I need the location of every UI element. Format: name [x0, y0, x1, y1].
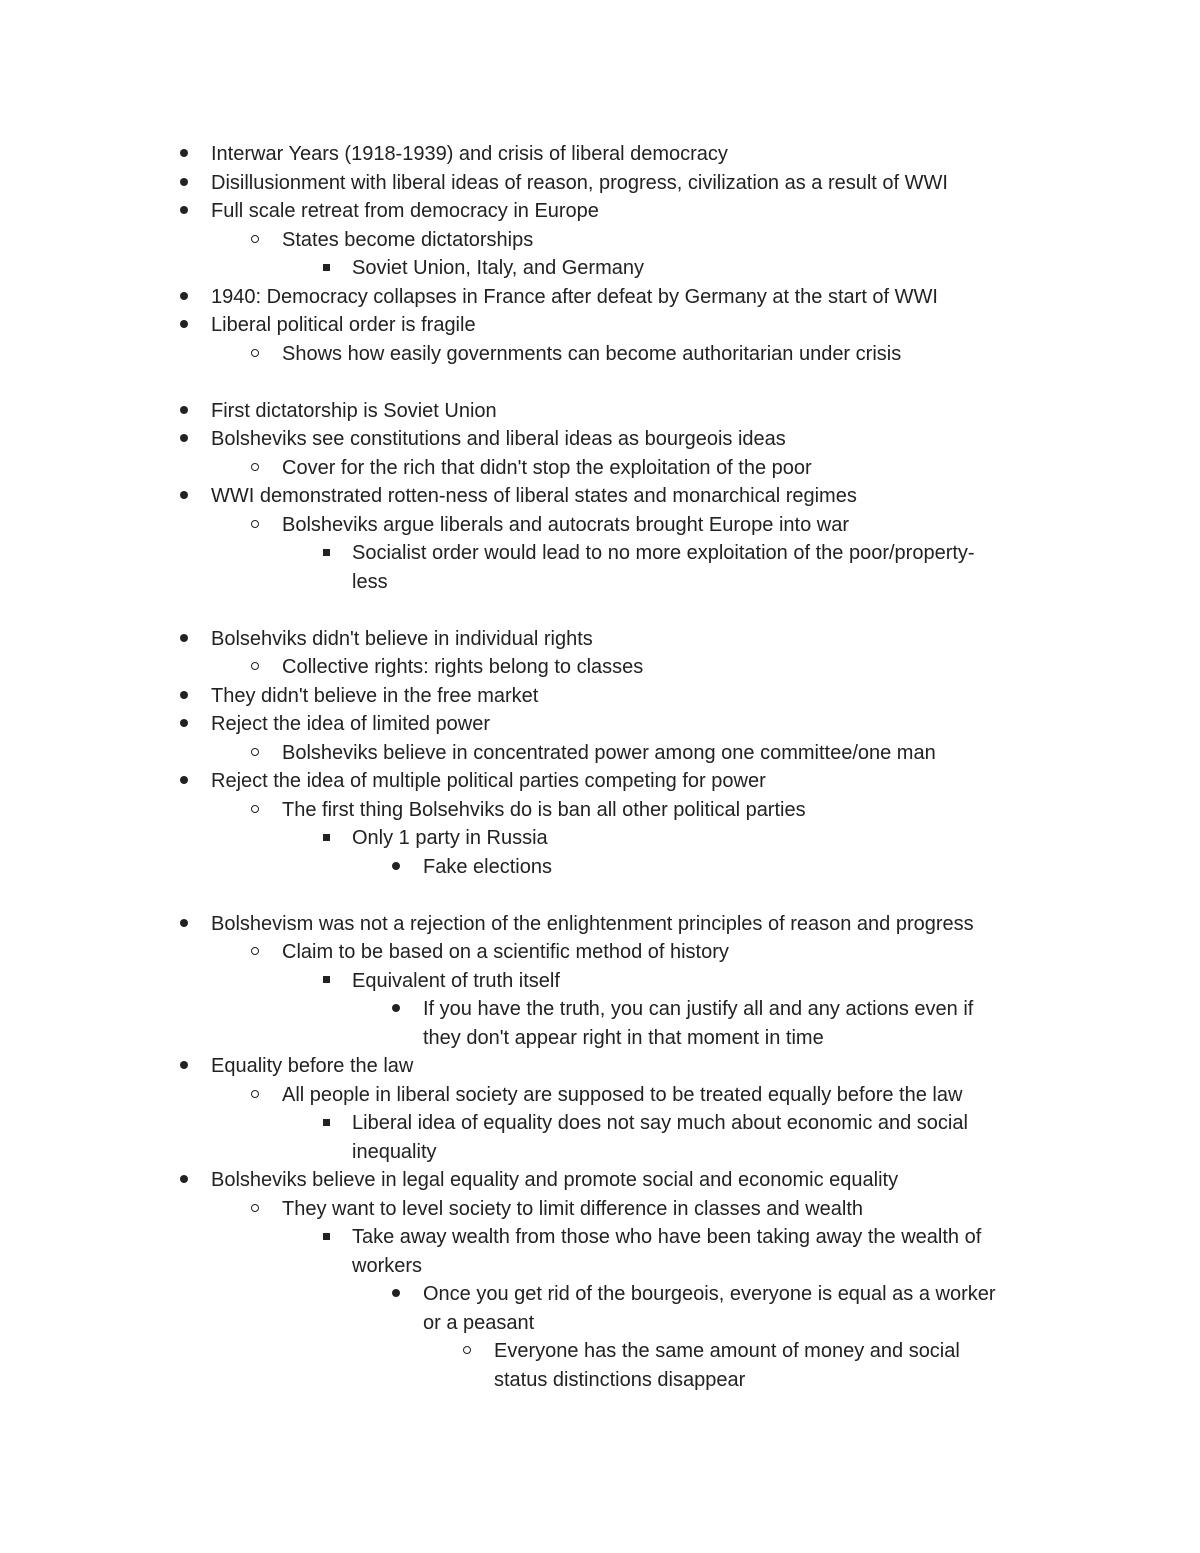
bullet-dot-icon	[174, 397, 194, 426]
list-item	[0, 796, 1200, 825]
list-item-text: Bolshevism was not a rejection of the enlightenment principles of reason and progress	[211, 912, 974, 935]
list-item-text: First dictatorship is Soviet Union	[211, 399, 497, 422]
list-item	[0, 226, 1200, 255]
bullet-dot-icon	[386, 995, 406, 1024]
list-item-text: Take away wealth from those who have been taking away the wealth of	[352, 1226, 982, 1248]
list-item-continuation	[0, 568, 1200, 597]
list-item-text: Disillusionment with liberal ideas of reason, progress, civilization as a result of WWI	[211, 171, 948, 194]
bullet-dot-icon	[174, 482, 194, 511]
list-item	[0, 824, 1200, 853]
bullet-dot-icon	[174, 1166, 194, 1195]
list-item-text: They didn't believe in the free market	[211, 684, 539, 707]
list-item-text: Socialist order would lead to no more exploitation of the poor/property-	[352, 542, 975, 564]
bullet-dot-icon	[174, 140, 194, 169]
list-item	[0, 454, 1200, 483]
list-item	[0, 397, 1200, 426]
bullet-circle-icon	[245, 1195, 265, 1224]
list-item	[0, 169, 1200, 198]
bullet-square-icon	[316, 539, 336, 568]
list-item	[0, 1109, 1200, 1138]
bullet-dot-icon	[174, 425, 194, 454]
bullet-circle-icon	[245, 454, 265, 483]
list-item-text: Bolsheviks argue liberals and autocrats brought Europe into war	[282, 513, 849, 536]
list-item-continuation	[0, 1138, 1200, 1167]
bullet-dot-icon	[174, 682, 194, 711]
blank-line	[0, 368, 1200, 397]
list-item-text: Reject the idea of multiple political parties competing for power	[211, 770, 766, 792]
bullet-dot-icon	[174, 311, 194, 340]
list-item-text: WWI demonstrated rotten-ness of liberal states and monarchical regimes	[211, 485, 857, 507]
list-item-continuation	[0, 1024, 1200, 1053]
list-item-text: or a peasant	[423, 1311, 535, 1334]
bullet-square-icon	[316, 1223, 336, 1252]
bullet-dot-icon	[174, 710, 194, 739]
list-item	[0, 311, 1200, 340]
list-item-text: Interwar Years (1918-1939) and crisis of liberal democracy	[211, 143, 728, 165]
list-item-text: Full scale retreat from democracy in Europe	[211, 200, 599, 222]
blank-line	[0, 596, 1200, 625]
list-item-text: workers	[352, 1254, 423, 1277]
list-item	[0, 1081, 1200, 1110]
list-item	[0, 1052, 1200, 1081]
bullet-square-icon	[316, 824, 336, 853]
bullet-circle-icon	[245, 1081, 265, 1110]
list-item	[0, 653, 1200, 682]
list-item	[0, 511, 1200, 540]
list-item-text: Only 1 party in Russia	[352, 827, 548, 849]
bullet-circle-icon	[245, 739, 265, 768]
list-item	[0, 254, 1200, 283]
list-item	[0, 910, 1200, 939]
bullet-circle-icon	[457, 1337, 477, 1366]
list-item-text: Everyone has the same amount of money and social	[494, 1340, 960, 1362]
bullet-dot-icon	[174, 283, 194, 312]
bullet-dot-icon	[174, 625, 194, 654]
list-item-text: Collective rights: rights belong to classes	[282, 656, 644, 678]
list-item	[0, 425, 1200, 454]
bullet-square-icon	[316, 254, 336, 283]
bullet-circle-icon	[245, 511, 265, 540]
bullet-circle-icon	[245, 340, 265, 369]
list-item-text: States become dictatorships	[282, 228, 534, 251]
list-item-text: Soviet Union, Italy, and Germany	[352, 257, 644, 279]
list-item-text: The first thing Bolsehviks do is ban all other political parties	[282, 798, 806, 821]
list-item	[0, 340, 1200, 369]
list-item	[0, 482, 1200, 511]
list-item	[0, 197, 1200, 226]
bullet-dot-icon	[386, 853, 406, 882]
list-item-text: Equality before the law	[211, 1055, 414, 1077]
list-item	[0, 625, 1200, 654]
bullet-dot-icon	[174, 197, 194, 226]
list-item-continuation	[0, 1309, 1200, 1338]
list-item	[0, 1280, 1200, 1309]
list-item-text: Shows how easily governments can become authoritarian under crisis	[282, 342, 902, 365]
bullet-dot-icon	[174, 1052, 194, 1081]
list-item	[0, 739, 1200, 768]
list-item-text: Bolsehviks didn't believe in individual rights	[211, 627, 593, 650]
bullet-dot-icon	[174, 767, 194, 796]
bullet-dot-icon	[174, 910, 194, 939]
list-item-continuation	[0, 1252, 1200, 1281]
list-item	[0, 140, 1200, 169]
bullet-circle-icon	[245, 653, 265, 682]
list-item-text: 1940: Democracy collapses in France after defeat by Germany at the start of WWI	[211, 285, 938, 308]
list-item-text: Bolsheviks believe in legal equality and promote social and economic equality	[211, 1169, 899, 1191]
list-item-text: status distinctions disappear	[494, 1368, 746, 1391]
list-item-text: Once you get rid of the bourgeois, everyone is equal as a worker	[423, 1283, 996, 1305]
list-item-text: Liberal political order is fragile	[211, 314, 476, 336]
list-item-text: If you have the truth, you can justify all and any actions even if	[423, 998, 974, 1020]
list-item-text: Bolsheviks see constitutions and liberal ideas as bourgeois ideas	[211, 428, 786, 450]
blank-line	[0, 881, 1200, 910]
bullet-circle-icon	[245, 796, 265, 825]
list-item-text: less	[352, 570, 388, 593]
bullet-square-icon	[316, 967, 336, 996]
list-item-text: All people in liberal society are supposed to be treated equally before the law	[282, 1083, 963, 1106]
list-item	[0, 995, 1200, 1024]
list-item	[0, 767, 1200, 796]
list-item	[0, 1195, 1200, 1224]
list-item-text: Liberal idea of equality does not say much about economic and social	[352, 1112, 968, 1134]
list-item	[0, 682, 1200, 711]
list-item	[0, 1166, 1200, 1195]
list-item	[0, 283, 1200, 312]
list-item-text: Cover for the rich that didn't stop the exploitation of the poor	[282, 456, 812, 479]
list-item	[0, 853, 1200, 882]
list-item-text: inequality	[352, 1140, 437, 1163]
bullet-square-icon	[316, 1109, 336, 1138]
bullet-circle-icon	[245, 938, 265, 967]
list-item	[0, 967, 1200, 996]
list-item-text: Bolsheviks believe in concentrated power among one committee/one man	[282, 741, 936, 764]
list-item-text: Equivalent of truth itself	[352, 969, 560, 992]
document-body	[0, 140, 1200, 1394]
list-item-text: Fake elections	[423, 855, 552, 878]
list-item	[0, 1337, 1200, 1366]
list-item-text: They want to level society to limit difference in classes and wealth	[282, 1197, 864, 1220]
bullet-dot-icon	[174, 169, 194, 198]
bullet-circle-icon	[245, 226, 265, 255]
list-item	[0, 938, 1200, 967]
bullet-dot-icon	[386, 1280, 406, 1309]
list-item	[0, 539, 1200, 568]
list-item-text: Claim to be based on a scientific method of history	[282, 941, 729, 963]
list-item	[0, 710, 1200, 739]
list-item-text: they don't appear right in that moment in time	[423, 1026, 824, 1049]
list-item	[0, 1223, 1200, 1252]
list-item-text: Reject the idea of limited power	[211, 713, 491, 735]
list-item-continuation	[0, 1366, 1200, 1395]
